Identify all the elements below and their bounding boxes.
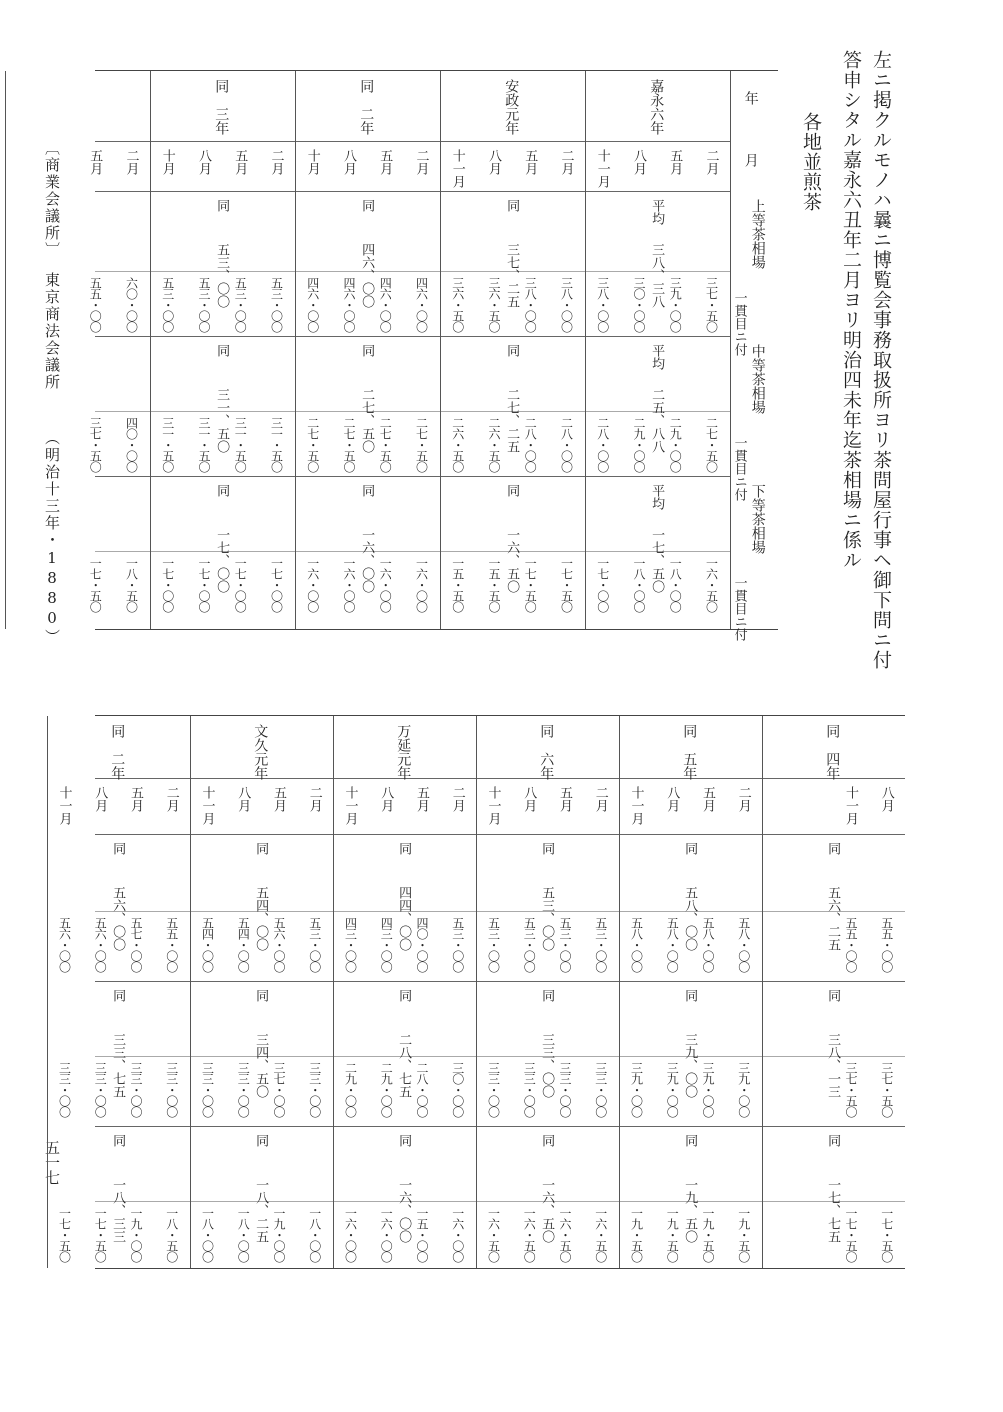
lower-header: 下等茶相場 [749,484,766,554]
upper-price: 五八・〇〇 [665,917,680,972]
heading-line-1: 左ニ掲クルモノハ曩ニ博覧会事務取扱所ヨリ茶問屋行事ヘ御下問ニ付 [870,50,892,670]
month-cell: 五月 [414,786,430,812]
middle-price: 三三・〇〇 [93,1062,108,1117]
month-cell: 八月 [378,786,394,812]
lower-price: 一六・〇〇 [378,557,393,612]
month-cell: 五月 [667,149,683,175]
lower-price: 一五・〇〇 [414,1207,429,1262]
year-cell: 同 二年 [358,79,375,135]
upper-price: 四六・〇〇 [378,277,393,332]
upper-avg-value: 五三、〇〇 [214,243,230,308]
upper-avg-label: 同 [110,842,126,855]
middle-price: 三三・〇〇 [200,1062,215,1117]
month-cell: 八月 [521,786,537,812]
page-number: 五一七 [43,1140,61,1185]
middle-avg-label: 同 [214,344,230,357]
middle-price: 三九・〇〇 [736,1062,751,1117]
upper-avg-label: 同 [214,199,230,212]
lower-price: 一九・五〇 [736,1207,751,1262]
middle-avg-value: 二八、七五 [396,1033,412,1098]
middle-price: 三九・〇〇 [700,1062,715,1117]
upper-price: 三七・五〇 [704,277,719,332]
upper-price: 三六・五〇 [486,277,501,332]
middle-price: 二九・〇〇 [343,1062,358,1117]
middle-price: 三一・五〇 [196,417,211,472]
lower-avg-value: 一七、七五 [825,1178,841,1243]
upper-price: 三八・〇〇 [559,277,574,332]
year-header: 年 [742,91,759,105]
lower-price: 一六・〇〇 [379,1207,394,1262]
middle-price: 二七・五〇 [341,417,356,472]
year-cell: 同 三年 [213,79,230,135]
upper-price: 五六・〇〇 [93,917,108,972]
month-cell: 二月 [558,149,574,175]
month-cell: 八月 [196,149,212,175]
middle-price: 三三・〇〇 [57,1062,72,1117]
middle-price: 二六・五〇 [450,417,465,472]
column-divider [190,716,191,1268]
month-cell: 二月 [592,786,608,812]
column-divider [295,71,296,629]
upper-price: 五三・〇〇 [233,277,248,332]
month-cell: 十月 [159,149,175,175]
upper-price: 五三・〇〇 [522,917,537,972]
lower-price: 一六・五〇 [486,1207,501,1262]
upper-price: 五四・〇〇 [236,917,251,972]
middle-price: 二九・〇〇 [631,417,646,472]
middle-avg-value: 三三、七五 [110,1033,126,1098]
middle-price: 二七・五〇 [378,417,393,472]
middle-price: 三一・五〇 [269,417,284,472]
upper-avg-label: 同 [504,199,520,212]
lower-price: 一八・〇〇 [668,557,683,612]
upper-price: 五六・〇〇 [57,917,72,972]
upper-price: 四六・〇〇 [341,277,356,332]
month-cell: 二月 [735,786,751,812]
upper-avg-label: 同 [825,842,841,855]
row-divider [95,981,905,982]
upper-price: 三八・〇〇 [523,277,538,332]
month-cell: 八月 [341,149,357,175]
column-divider [762,716,763,1268]
lower-price: 一七・五〇 [88,557,103,612]
middle-avg-value: 三八、一三 [825,1033,841,1098]
lower-price: 一七・五〇 [523,557,538,612]
lower-price: 一七・五〇 [559,557,574,612]
upper-price: 五五・〇〇 [879,917,894,972]
middle-avg-label: 同 [359,344,375,357]
value-rule [95,911,905,912]
lower-price: 一八・〇〇 [200,1207,215,1262]
column-divider [476,716,477,1268]
upper-price: 三六・五〇 [450,277,465,332]
middle-avg-label: 同 [682,989,698,1002]
column-divider [619,716,620,1268]
upper-price: 五三・〇〇 [307,917,322,972]
month-cell: 二月 [268,149,284,175]
middle-price: 三九・〇〇 [629,1062,644,1117]
row-divider [95,141,730,142]
lower-price: 一六・五〇 [557,1207,572,1262]
lower-avg-value: 一八、二五 [253,1178,269,1243]
upper-avg-value: 五四、〇〇 [253,886,269,951]
year-cell: 同 六年 [538,724,555,780]
upper-price: 四六・〇〇 [305,277,320,332]
lower-avg-label: 同 [504,484,520,497]
lower-avg-label: 同 [359,484,375,497]
middle-price: 三三・〇〇 [557,1062,572,1117]
month-cell: 八月 [631,149,647,175]
upper-price: 三〇・〇〇 [631,277,646,332]
month-cell: 五月 [557,786,573,812]
lower-price: 一八・〇〇 [307,1207,322,1262]
middle-price: 三三・〇〇 [128,1062,143,1117]
middle-price: 三〇・〇〇 [450,1062,465,1117]
month-cell: 五月 [522,149,538,175]
lower-avg-label: 同 [110,1134,126,1147]
month-cell: 十一月 [342,786,358,825]
lower-price: 一九・五〇 [700,1207,715,1262]
upper-avg-label: 同 [359,199,375,212]
column-divider [47,716,48,1268]
upper-price: 五五・〇〇 [164,917,179,972]
upper-price: 五八・〇〇 [700,917,715,972]
middle-avg-value: 二七、五〇 [359,388,375,453]
middle-avg-label: 同 [825,989,841,1002]
middle-avg-value: 二七、二五 [504,388,520,453]
month-cell: 五月 [232,149,248,175]
upper-avg-label: 同 [396,842,412,855]
month-cell: 八月 [664,786,680,812]
lower-avg-label: 同 [825,1134,841,1147]
source-label: 〔商業会議所〕 [43,140,61,259]
month-cell: 十一月 [199,786,215,825]
middle-avg-label: 同 [504,344,520,357]
middle-price: 二八・〇〇 [523,417,538,472]
month-cell: 十一月 [843,786,859,825]
upper-price: 五五・〇〇 [88,277,103,332]
lower-avg-value: 一六、五〇 [504,528,520,593]
lower-price: 一六・五〇 [704,557,719,612]
middle-price: 二七・五〇 [305,417,320,472]
upper-price: 五八・〇〇 [629,917,644,972]
middle-avg-value: 三一、五〇 [214,388,230,453]
column-divider [440,71,441,629]
middle-price: 三三・〇〇 [307,1062,322,1117]
lower-price: 一七・五〇 [57,1207,72,1262]
month-cell: 十一月 [56,786,72,825]
middle-price: 二九・〇〇 [668,417,683,472]
upper-price: 六〇・〇〇 [124,277,139,332]
month-cell: 二月 [413,149,429,175]
tea-price-table-top [87,70,778,641]
middle-avg-label: 平均 [649,344,665,370]
lower-price: 一八・〇〇 [631,557,646,612]
lower-price: 一八・〇〇 [236,1207,251,1262]
month-cell: 二月 [163,786,179,812]
middle-price: 二七・五〇 [414,417,429,472]
upper-price: 五三・〇〇 [196,277,211,332]
upper-avg-value: 三八、三八 [649,243,665,308]
upper-price: 五五・〇〇 [843,917,858,972]
lower-unit: 一貫目ニ付 [731,576,747,641]
column-divider [333,716,334,1268]
middle-avg-label: 同 [253,989,269,1002]
lower-price: 一七・五〇 [843,1207,858,1262]
middle-price: 三九・〇〇 [665,1062,680,1117]
lower-price: 一八・五〇 [164,1207,179,1262]
upper-price: 五三・〇〇 [160,277,175,332]
middle-price: 二九・〇〇 [379,1062,394,1117]
date-label: （明治十三年・1880） [43,430,61,646]
month-cell: 八月 [235,786,251,812]
upper-avg-value: 四四、〇〇 [396,886,412,951]
row-divider [95,778,905,779]
month-cell: 二月 [123,149,139,175]
upper-avg-label: 同 [253,842,269,855]
lower-price: 一五・五〇 [486,557,501,612]
month-cell: 八月 [878,786,894,812]
middle-price: 二七・五〇 [704,417,719,472]
upper-avg-value: 五六、〇〇 [110,886,126,951]
middle-avg-label: 同 [396,989,412,1002]
upper-price: 四三・〇〇 [343,917,358,972]
upper-price: 五四・〇〇 [200,917,215,972]
row-divider [95,336,730,337]
lower-price: 一九・五〇 [629,1207,644,1262]
upper-avg-value: 五六、二五 [825,886,841,951]
middle-price: 三七・五〇 [879,1062,894,1117]
publisher-label: 東京商法会議所 [43,272,61,391]
upper-avg-value: 五八、〇〇 [682,886,698,951]
lower-avg-value: 一九、五〇 [682,1178,698,1243]
lower-price: 一六・〇〇 [414,557,429,612]
lower-price: 一七・五〇 [93,1207,108,1262]
lower-avg-value: 一八、三三 [110,1178,126,1243]
lower-price: 一六・〇〇 [305,557,320,612]
lower-avg-value: 一七、〇〇 [214,528,230,593]
lower-price: 一六・〇〇 [341,557,356,612]
year-cell: 文久元年 [252,724,269,780]
month-cell: 二月 [449,786,465,812]
middle-price: 三三・〇〇 [522,1062,537,1117]
month-cell: 五月 [128,786,144,812]
upper-price: 四六・〇〇 [414,277,429,332]
lower-price: 一七・〇〇 [595,557,610,612]
lower-price: 一八・五〇 [124,557,139,612]
value-rule [95,1201,905,1202]
middle-price: 二六・五〇 [486,417,501,472]
upper-price: 三八・〇〇 [595,277,610,332]
lower-price: 一六・〇〇 [450,1207,465,1262]
middle-avg-value: 三四、五〇 [253,1033,269,1098]
tea-price-table-bottom [56,715,905,1269]
value-rule [95,411,730,412]
middle-avg-value: 二五、八八 [649,388,665,453]
lower-price: 一七・五〇 [879,1207,894,1262]
row-divider [95,191,730,192]
year-cell: 同 四年 [824,724,841,780]
month-cell: 五月 [271,786,287,812]
lower-price: 一六・五〇 [593,1207,608,1262]
upper-price: 四三・〇〇 [379,917,394,972]
lower-avg-label: 同 [396,1134,412,1147]
upper-price: 五三・〇〇 [593,917,608,972]
month-cell: 二月 [703,149,719,175]
lower-price: 一六・五〇 [522,1207,537,1262]
middle-avg-value: 三三、〇〇 [539,1033,555,1098]
column-divider [150,71,151,629]
column-divider [585,71,586,629]
middle-header: 中等茶相場 [749,344,766,414]
month-cell: 十一月 [628,786,644,825]
upper-avg-label: 平均 [649,199,665,225]
column-divider [5,71,6,629]
upper-avg-value: 五三、〇〇 [539,886,555,951]
upper-header: 上等茶相場 [749,199,766,269]
month-cell: 五月 [377,149,393,175]
middle-unit: 一貫目ニ付 [731,436,747,501]
month-cell: 八月 [92,786,108,812]
month-cell: 十月 [304,149,320,175]
year-cell: 同 五年 [681,724,698,780]
value-rule [95,271,730,272]
month-cell: 十一月 [594,149,610,188]
lower-avg-label: 平均 [649,484,665,510]
lower-price: 一六・〇〇 [343,1207,358,1262]
upper-unit: 一貫目ニ付 [731,291,747,356]
lower-avg-label: 同 [539,1134,555,1147]
lower-price: 一七・〇〇 [160,557,175,612]
heading-line-3: 各地並煎茶 [800,112,822,212]
upper-avg-label: 同 [682,842,698,855]
lower-price: 一七・〇〇 [196,557,211,612]
middle-price: 三三・〇〇 [486,1062,501,1117]
middle-price: 二八・〇〇 [559,417,574,472]
lower-avg-label: 同 [214,484,230,497]
middle-price: 三七・五〇 [88,417,103,472]
lower-price: 一七・〇〇 [269,557,284,612]
year-cell: 嘉永六年 [648,79,665,135]
middle-price: 三七・〇〇 [271,1062,286,1117]
upper-price: 四〇・〇〇 [414,917,429,972]
middle-price: 四〇・〇〇 [124,417,139,472]
value-rule [95,551,730,552]
month-cell: 五月 [87,149,103,175]
year-cell: 万延元年 [395,724,412,780]
heading-line-2: 答申シタル嘉永六丑年二月ヨリ明治四未年迄茶相場ニ係ル [840,50,862,570]
lower-avg-value: 一七、五〇 [649,528,665,593]
upper-price: 五六・〇〇 [271,917,286,972]
upper-price: 三九・〇〇 [668,277,683,332]
upper-price: 五三・〇〇 [486,917,501,972]
middle-price: 三七・五〇 [843,1062,858,1117]
value-rule [95,1056,905,1057]
month-cell: 五月 [700,786,716,812]
header-divider [730,71,731,629]
lower-price: 一五・五〇 [450,557,465,612]
lower-price: 一九・五〇 [665,1207,680,1262]
month-cell: 八月 [486,149,502,175]
upper-price: 五八・〇〇 [736,917,751,972]
lower-avg-value: 一六、五〇 [539,1178,555,1243]
month-header: 月 [742,153,759,167]
lower-avg-label: 同 [682,1134,698,1147]
month-cell: 二月 [306,786,322,812]
month-cell: 十一月 [449,149,465,188]
middle-price: 三三・〇〇 [164,1062,179,1117]
row-divider [95,1126,905,1127]
lower-price: 一七・〇〇 [233,557,248,612]
year-cell: 安政元年 [503,79,520,135]
middle-price: 三一・五〇 [233,417,248,472]
upper-avg-value: 四六、〇〇 [359,243,375,308]
middle-avg-value: 三九、〇〇 [682,1033,698,1098]
row-divider [95,834,905,835]
upper-price: 五三・〇〇 [269,277,284,332]
middle-price: 三一・五〇 [160,417,175,472]
year-cell: 同 二年 [109,724,126,780]
middle-price: 二八・〇〇 [595,417,610,472]
row-divider [95,476,730,477]
middle-price: 三三・〇〇 [593,1062,608,1117]
upper-price: 五七・〇〇 [128,917,143,972]
middle-avg-label: 同 [539,989,555,1002]
lower-price: 一九・〇〇 [271,1207,286,1262]
middle-avg-label: 同 [110,989,126,1002]
upper-avg-label: 同 [539,842,555,855]
lower-avg-value: 一六、〇〇 [396,1178,412,1243]
lower-price: 一九・〇〇 [128,1207,143,1262]
upper-avg-value: 三七、二五 [504,243,520,308]
upper-price: 五三・〇〇 [557,917,572,972]
lower-avg-value: 一六、〇〇 [359,528,375,593]
month-cell: 十一月 [485,786,501,825]
upper-price: 五三・〇〇 [450,917,465,972]
middle-price: 二八・〇〇 [414,1062,429,1117]
middle-price: 三三・〇〇 [236,1062,251,1117]
lower-avg-label: 同 [253,1134,269,1147]
